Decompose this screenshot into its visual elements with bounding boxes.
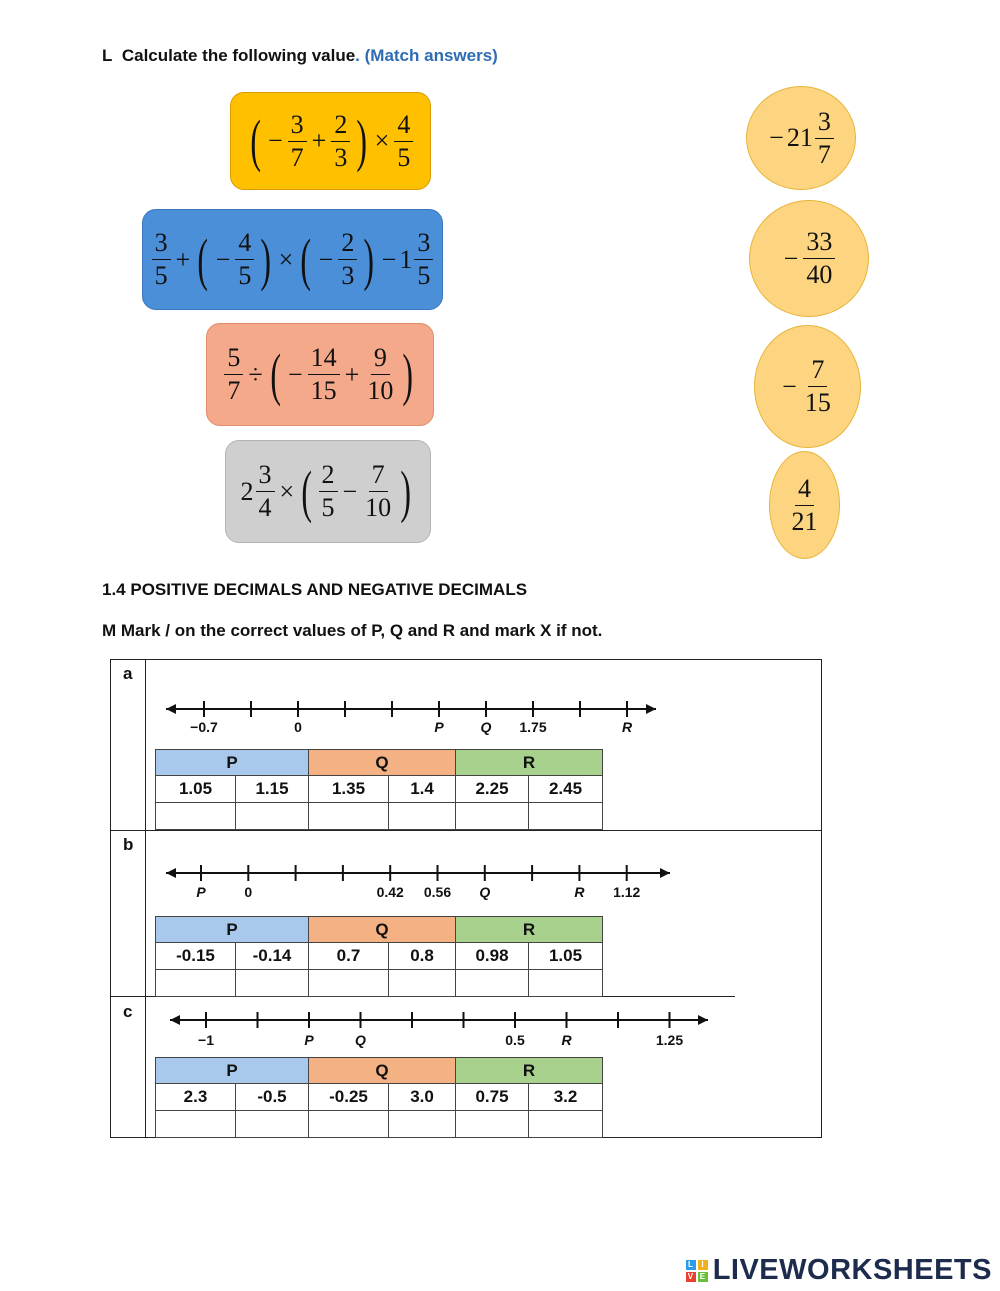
expression-card-3[interactable]: [206, 323, 434, 426]
expression-card-4[interactable]: [225, 440, 431, 543]
section-l-title: Calculate the following value: [121, 46, 356, 65]
value-cell: -0.5: [236, 1084, 309, 1111]
left-paren: (: [197, 226, 209, 292]
liveworksheets-icon: [686, 1260, 708, 1282]
fraction: $\frac{5}{7}$: [224, 343, 243, 406]
answer-circle-4[interactable]: [769, 451, 840, 559]
point-label: R: [574, 884, 585, 900]
fraction: $\frac{4}{5}$: [394, 110, 413, 173]
fraction: $\frac{2}{3}$: [331, 110, 350, 173]
header-p: P: [156, 750, 309, 776]
minus-sign: −: [215, 244, 231, 274]
answer-circle-1[interactable]: [746, 86, 856, 190]
answer-input-cell[interactable]: [309, 970, 389, 997]
times-sign: ×: [278, 244, 294, 274]
answer-sign: −: [769, 123, 784, 152]
times-sign: ×: [279, 476, 295, 506]
number-line-b: [160, 857, 680, 907]
answer-input-cell[interactable]: [156, 803, 236, 830]
value-cell: -0.25: [309, 1084, 389, 1111]
point-label: Q: [479, 884, 491, 900]
expression-card-1[interactable]: [230, 92, 431, 190]
times-sign: ×: [374, 126, 390, 155]
left-paren: (: [250, 108, 261, 173]
header-q: Q: [309, 917, 456, 943]
arrow-left-icon: [170, 1015, 180, 1025]
match-answers-note: . (Match answers): [355, 46, 498, 65]
row-label-a: a: [123, 664, 133, 683]
answer-input-cell[interactable]: [456, 803, 529, 830]
fraction: $\frac{9}{10}$: [367, 343, 394, 405]
liveworksheets-logo: [686, 1254, 992, 1287]
header-q: Q: [309, 1058, 456, 1084]
answer-input-cell[interactable]: [309, 1111, 389, 1138]
answer-circle-2[interactable]: [749, 200, 869, 317]
answer-whole: 21: [786, 123, 813, 152]
value-cell: 0.98: [456, 943, 529, 970]
answer-input-cell[interactable]: [236, 1111, 309, 1138]
answer-input-cell[interactable]: [529, 803, 603, 830]
point-label: P: [434, 719, 444, 735]
answer-sign: −: [782, 371, 797, 401]
plus-sign: +: [344, 359, 360, 389]
values-table-c: [155, 1057, 603, 1138]
divide-sign: ÷: [248, 359, 263, 389]
answer-input-cell[interactable]: [389, 970, 456, 997]
logo-letter: I: [698, 1260, 708, 1270]
answer-circle-3[interactable]: [754, 325, 861, 448]
value-cell: 1.4: [389, 776, 456, 803]
tick-label: 0: [294, 719, 302, 735]
arrow-right-icon: [660, 868, 670, 878]
liveworksheets-wordmark: LIVEWORKSHEETS: [712, 1254, 992, 1286]
point-label: P: [304, 1032, 314, 1048]
minus-sign: −: [342, 476, 358, 506]
value-cell: 1.35: [309, 776, 389, 803]
value-cell: -0.15: [156, 943, 236, 970]
answer-sign: −: [783, 243, 799, 273]
right-paren: ): [260, 226, 272, 292]
values-table-b: [155, 916, 603, 997]
fraction: $\frac{2}{5}$: [319, 460, 338, 523]
right-paren: ): [356, 108, 368, 173]
section-heading-1-4: 1.4 POSITIVE DECIMALS AND NEGATIVE DECIMALS: [102, 580, 528, 599]
answer-input-cell[interactable]: [456, 970, 529, 997]
minus-sign: −: [287, 359, 303, 389]
fraction: $\frac{3}{5}$: [414, 228, 433, 291]
answer-fraction: $\frac{3}{7}$: [815, 107, 834, 170]
values-table-a: [155, 749, 603, 830]
section-l-letter: L: [102, 46, 113, 65]
value-cell: 1.15: [236, 776, 309, 803]
arrow-right-icon: [698, 1015, 708, 1025]
right-paren: ): [363, 226, 375, 292]
header-p: P: [156, 917, 309, 943]
row-divider: [110, 830, 822, 831]
tick-label: 1.12: [613, 884, 641, 900]
header-r: R: [456, 1058, 603, 1084]
value-cell: 0.7: [309, 943, 389, 970]
right-paren: ): [402, 341, 414, 407]
left-paren: (: [300, 226, 312, 292]
tick-label: −1: [198, 1032, 214, 1048]
tick-label: 1.75: [519, 719, 547, 735]
tick-label: 0.42: [376, 884, 404, 900]
value-cell: 1.05: [156, 776, 236, 803]
answer-input-cell[interactable]: [456, 1111, 529, 1138]
answer-input-cell[interactable]: [529, 1111, 603, 1138]
answer-input-cell[interactable]: [236, 803, 309, 830]
arrow-right-icon: [646, 704, 656, 714]
point-label: P: [196, 884, 206, 900]
number-line-c: [160, 1005, 720, 1055]
section-m-instruction: M Mark / on the correct values of P, Q and R and mark X if not.: [102, 621, 603, 640]
arrow-left-icon: [166, 704, 176, 714]
logo-letter: V: [686, 1272, 696, 1282]
number-line-a: [160, 690, 670, 740]
value-cell: 1.05: [529, 943, 603, 970]
answer-fraction: $\frac{7}{15}$: [804, 355, 831, 417]
fraction: $\frac{14}{15}$: [308, 343, 340, 406]
header-r: R: [456, 750, 603, 776]
minus-sign: −: [318, 244, 334, 274]
value-cell: 2.25: [456, 776, 529, 803]
minus-sign: −: [267, 126, 283, 155]
mixed-whole: 1: [399, 244, 413, 274]
answer-input-cell[interactable]: [236, 970, 309, 997]
point-label: Q: [480, 719, 492, 735]
left-paren: (: [301, 458, 313, 524]
tick-label: 0.5: [505, 1032, 525, 1048]
right-paren: ): [400, 458, 412, 524]
tick-label: 0: [244, 884, 253, 900]
answer-input-cell[interactable]: [156, 970, 236, 997]
mixed-whole: 2: [240, 476, 254, 506]
answer-fraction: $\frac{33}{40}$: [803, 227, 835, 290]
value-cell: 0.75: [456, 1084, 529, 1111]
point-label: R: [621, 719, 633, 735]
header-p: P: [156, 1058, 309, 1084]
tick-label: 1.25: [655, 1032, 684, 1048]
tick-label: −0.7: [190, 719, 218, 735]
value-cell: 2.45: [529, 776, 603, 803]
point-label: Q: [355, 1032, 366, 1048]
point-label: R: [561, 1032, 572, 1048]
answer-input-cell[interactable]: [529, 970, 603, 997]
fraction: $\frac{4}{5}$: [235, 228, 254, 291]
logo-letter: E: [698, 1272, 708, 1282]
fraction: $\frac{2}{3}$: [338, 228, 357, 291]
value-cell: 3.2: [529, 1084, 603, 1111]
minus-sign: −: [381, 244, 397, 274]
label-column-divider: [145, 659, 146, 1138]
value-cell: 0.8: [389, 943, 456, 970]
left-paren: (: [269, 341, 281, 407]
header-r: R: [456, 917, 603, 943]
answer-fraction: $\frac{4}{21}$: [791, 473, 818, 536]
plus-sign: +: [175, 244, 191, 274]
row-label-b: b: [123, 835, 134, 854]
fraction: $\frac{3}{4}$: [256, 460, 275, 523]
answer-input-cell[interactable]: [309, 803, 389, 830]
fraction: $\frac{7}{10}$: [365, 460, 392, 522]
value-cell: 3.0: [389, 1084, 456, 1111]
tick-label: 0.56: [423, 884, 452, 900]
plus-sign: +: [311, 126, 327, 155]
answer-input-cell[interactable]: [156, 1111, 236, 1138]
section-l-heading: [102, 46, 498, 66]
expression-card-2[interactable]: [142, 209, 443, 310]
arrow-left-icon: [166, 868, 176, 878]
value-cell: -0.14: [236, 943, 309, 970]
logo-letter: L: [686, 1260, 696, 1270]
answer-input-cell[interactable]: [389, 1111, 456, 1138]
answer-input-cell[interactable]: [389, 803, 456, 830]
header-q: Q: [309, 750, 456, 776]
row-label-c: c: [123, 1002, 133, 1021]
fraction: $\frac{3}{5}$: [152, 228, 171, 291]
value-cell: 2.3: [156, 1084, 236, 1111]
fraction: $\frac{3}{7}$: [288, 110, 307, 173]
